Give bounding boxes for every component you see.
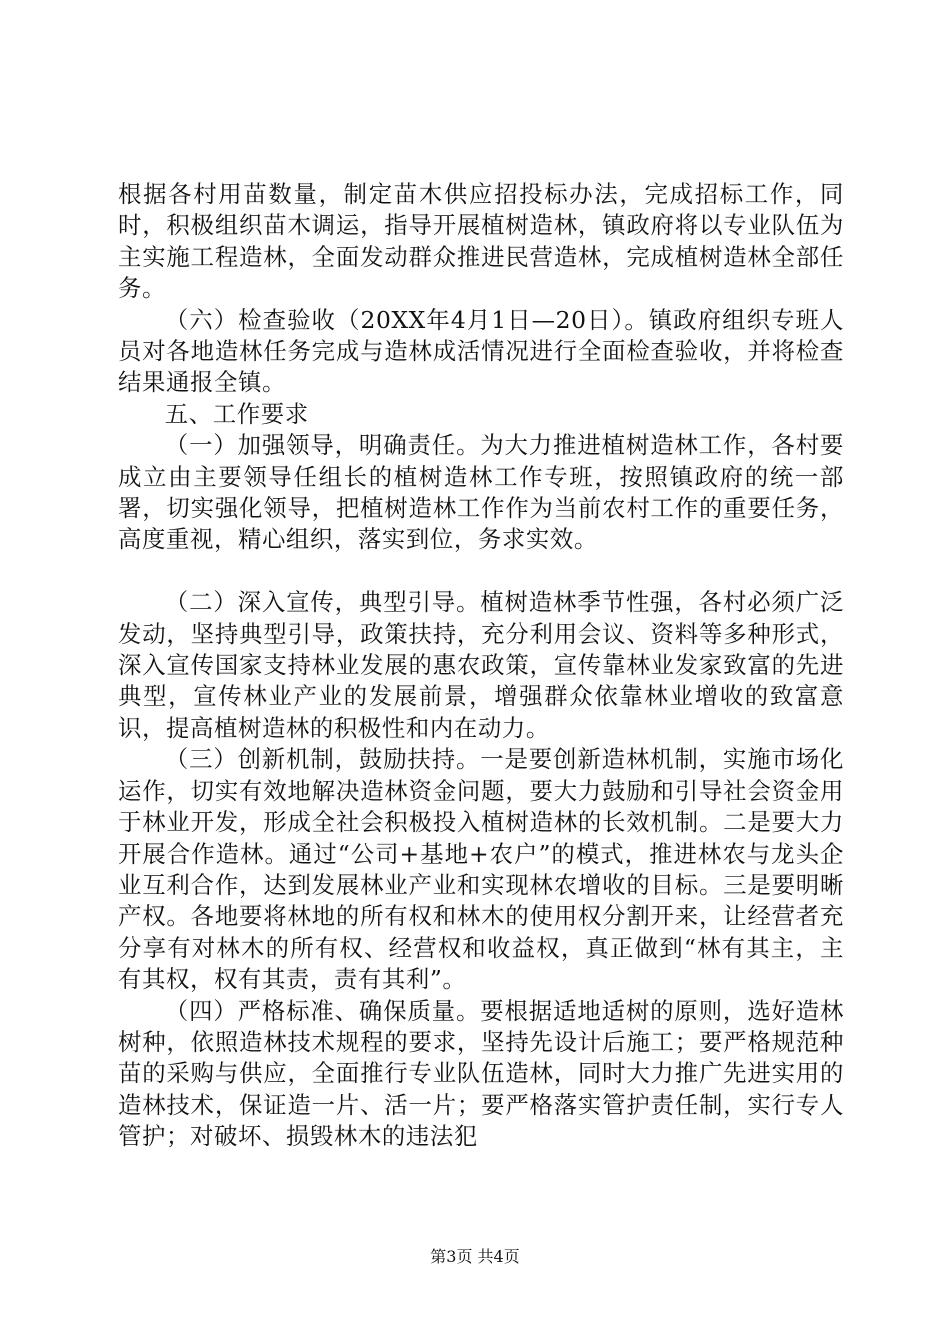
document-body bbox=[118, 179, 844, 1153]
paragraph-publicity: （二）深入宣传，典型引导。植树造林季节性强，各村必须广泛发动，坚持典型引导，政策扶持，充分利用会议、资料等多种形式，深入宣传国家支持林业发展的惠农政策，宣传靠林业发家致富的先进典型，宣传林业产业的发展前景，增强群众依靠林业增收的致富意识，提高植树造林的积极性和内在动力。 bbox=[118, 588, 844, 742]
paragraph-innovation: （三）创新机制，鼓励扶持。一是要创新造林机制，实施市场化运作，切实有效地解决造林资金问题，要大力鼓励和引导社会资金用于林业开发，形成全社会积极投入植树造林的长效机制。二是要大力开展合作造林。通过“公司+基地+农户”的模式，推进林农与龙头企业互利合作，达到发展林业产业和实现林农增收的目标。三是要明晰产权。各地要将林地的所有权和林木的使用权分割开来，让经营者充分享有对林木的所有权、经营权和收益权，真正做到“林有其主，主有其权，权有其责，责有其利”。 bbox=[118, 745, 844, 994]
paragraph-inspection: （六）检查验收（20XX年4月1日—20日）。镇政府组织专班人员对各地造林任务完成与造林成活情况进行全面检查验收，并将检查结果通报全镇。 bbox=[118, 305, 844, 397]
section-heading-work-requirements: 五、工作要求 bbox=[164, 399, 309, 428]
paragraph-quality: （四）严格标准、确保质量。要根据适地适树的原则，选好造林树种，依照造林技术规程的要求，坚持先设计后施工；要严格规范种苗的采购与供应，全面推行专业队伍造林，同时大力推广先进实用的造林技术，保证造一片、活一片；要严格落实管护责任制，实行专人管护；对破坏、损毁林木的违法犯 bbox=[118, 996, 844, 1151]
paragraph-leadership: （一）加强领导，明确责任。为大力推进植树造林工作，各村要成立由主要领导任组长的植树造林工作专班，按照镇政府的统一部署，切实强化领导，把植树造林工作作为当前农村工作的重要任务，高度重视，精心组织，落实到位，务求实效。 bbox=[118, 431, 844, 554]
paragraph-continuation: 根据各村用苗数量，制定苗木供应招投标办法，完成招标工作，同时，积极组织苗木调运，指导开展植树造林，镇政府将以专业队伍为主实施工程造林，全面发动群众推进民营造林，完成植树造林全部任务。 bbox=[118, 180, 844, 303]
page-number-footer: 第3页 共4页 bbox=[430, 1247, 520, 1266]
